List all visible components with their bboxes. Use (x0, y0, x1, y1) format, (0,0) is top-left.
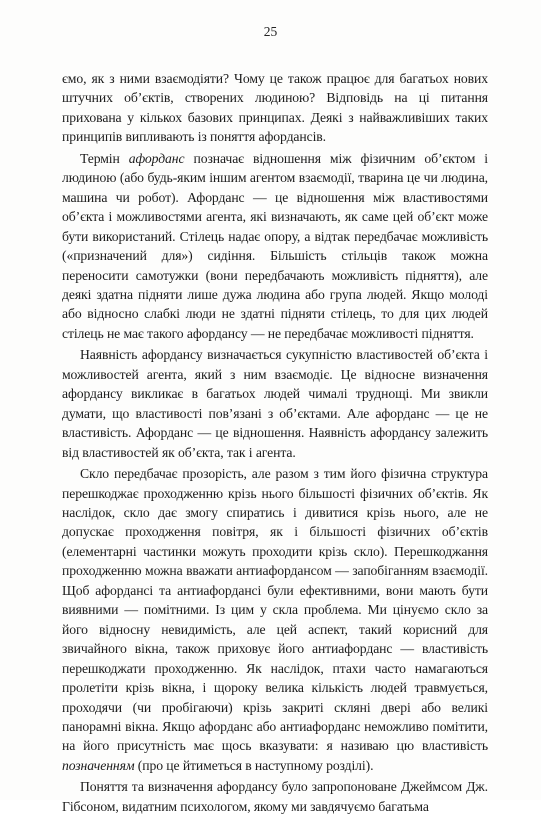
paragraph-text: Термін (80, 150, 129, 166)
paragraph-1 (62, 69, 488, 147)
body-text (62, 69, 488, 816)
paragraph-text: Поняття та визначення афордансу було запропоноване Джеймсом Дж. Гібсоном, видатним психологом, якому ми завдячуємо багатьма (62, 779, 488, 814)
paragraph-text: ємо, як з ними взаємодіяти? Чому це також працює для багатьох нових штучних об’єктів, створених людиною? Відповідь на ці питання прихована у кількох базових принципах. Деякі з найважливіших таких принципів випливають із поняття афордансів. (62, 71, 488, 145)
paragraph-text: позначає відношення між фізичним об’єктом і людиною (або будь-яким іншим агентом взаємодії, тварина це чи людина, машина чи робот). Афорданс — це відношення між властивостями об’єкта і можливостями агента, які визначають, як саме цей об’єкт може бути використаний. Стілець надає опору, а відтак передбачає можливість («призначений для») сидіння. Більшість стільців також можна переносити самотужки (вони передбачають можливість підняття), але деякі здатна підняти лише дужа людина або група людей. Якщо молоді або відносно слабкі люди не здатні підняти стілець, то для цих людей стілець не має такого афордансу — не передбачає можливості підняття. (62, 150, 488, 341)
paragraph-2 (62, 149, 488, 344)
term-affordance: афорданс (128, 150, 185, 166)
paragraph-4 (62, 464, 488, 775)
term-signifier: позначенням (62, 757, 135, 773)
paragraph-text: Наявність афордансу визначається сукупністю властивостей об’єкта і можливостей агента, який з ним взаємодіє. Це відносне визначення афордансу викликає в багатьох людей чималі труднощі. Ми звикли думати, що властивості пов’язані з об’єктами. Але афорданс — це не властивість. Афорданс — це відношення. Наявність афордансу залежить від властивостей як об’єкта, так і агента. (62, 347, 488, 460)
paragraph-text: Скло передбачає прозорість, але разом з тим його фізична структура перешкоджає проходженню крізь нього більшості фізичних об’єктів. Як наслідок, скло дає змогу спиратись і дивитися крізь нього, але не допускає проходження повітря, як і більшості фізичних об’єктів (елементарні частинки можуть проходити крізь скло). Перешкоджання проходженню можна вважати антиафордансом — запобіганням взаємодії. Щоб афордансі та антиафордансі були ефективними, вони мають бути виявними — помітними. Із цим у скла проблема. Ми цінуємо скло за його відносну невидимість, але цей аспект, такий корисний для звичайного вікна, також приховує його антиафорданс — властивість перешкоджати проходженню. Як наслідок, птахи часто намагаються пролетіти крізь вікна, і щороку велика кількість людей травмується, проходячи (чи пробігаючи) крізь закриті скляні двері або великі панорамні вікна. Якщо афорданс або антиафорданс неможливо помітити, на його присутність має щось вказувати: я називаю цю властивість (62, 466, 488, 754)
paragraph-text: (про це йтиметься в наступному розділі). (134, 757, 374, 773)
paragraph-3 (62, 345, 488, 462)
page-number: 25 (263, 24, 278, 39)
paragraph-5 (62, 777, 488, 816)
